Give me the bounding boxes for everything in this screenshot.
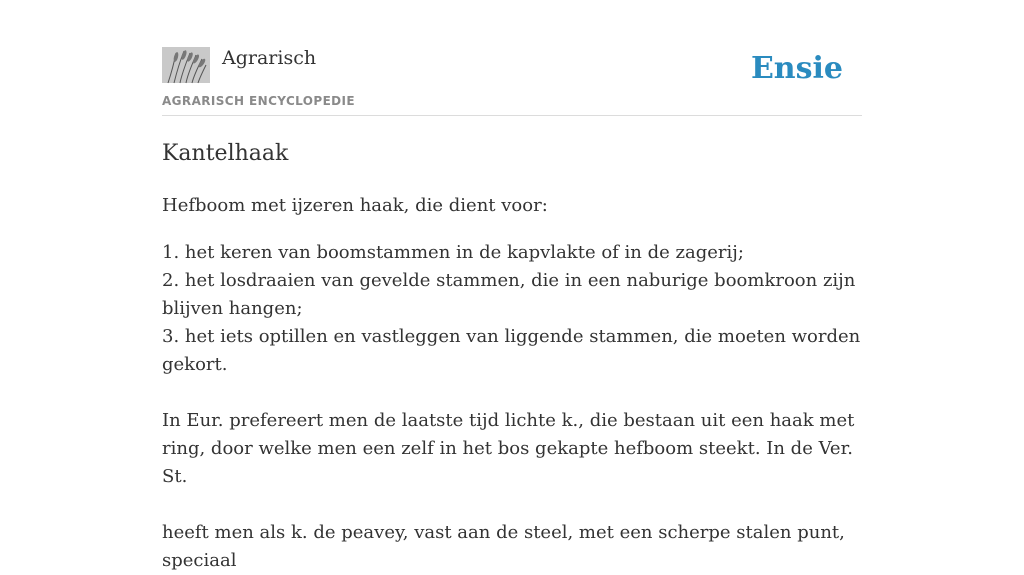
list-item: 2. het losdraaien van gevelde stammen, die in een naburige boomkroon zijn blijven hangen; (162, 270, 856, 319)
article-intro: Hefboom met ijzeren haak, die dient voor: (162, 195, 548, 216)
article-paragraph: In Eur. prefereert men de laatste tijd lichte k., die bestaan uit een haak met ring, door welke men een zelf in het bos gekapte hefboom steekt. In de Ver. St. (162, 410, 855, 487)
article-body (162, 192, 862, 575)
source-name-link[interactable]: Agrarisch (222, 47, 317, 69)
brand-logo[interactable]: Ensie (750, 51, 843, 86)
paragraph-spacer (162, 379, 862, 407)
article-container (162, 0, 862, 571)
wheat-icon[interactable] (162, 47, 210, 83)
paragraph-spacer (162, 491, 862, 519)
source-subtitle: AGRARISCH ENCYCLOPEDIE (162, 94, 355, 108)
source-header (162, 0, 862, 116)
list-item: 3. het iets optillen en vastleggen van liggende stammen, die moeten worden gekort. (162, 326, 861, 375)
article-list (162, 239, 862, 379)
article-paragraph: heeft men als k. de peavey, vast aan de steel, met een scherpe stalen punt, speciaal (162, 522, 845, 571)
article-title: Kantelhaak (162, 141, 289, 166)
list-item: 1. het keren van boomstammen in de kapvlakte of in de zagerij; (162, 242, 744, 263)
